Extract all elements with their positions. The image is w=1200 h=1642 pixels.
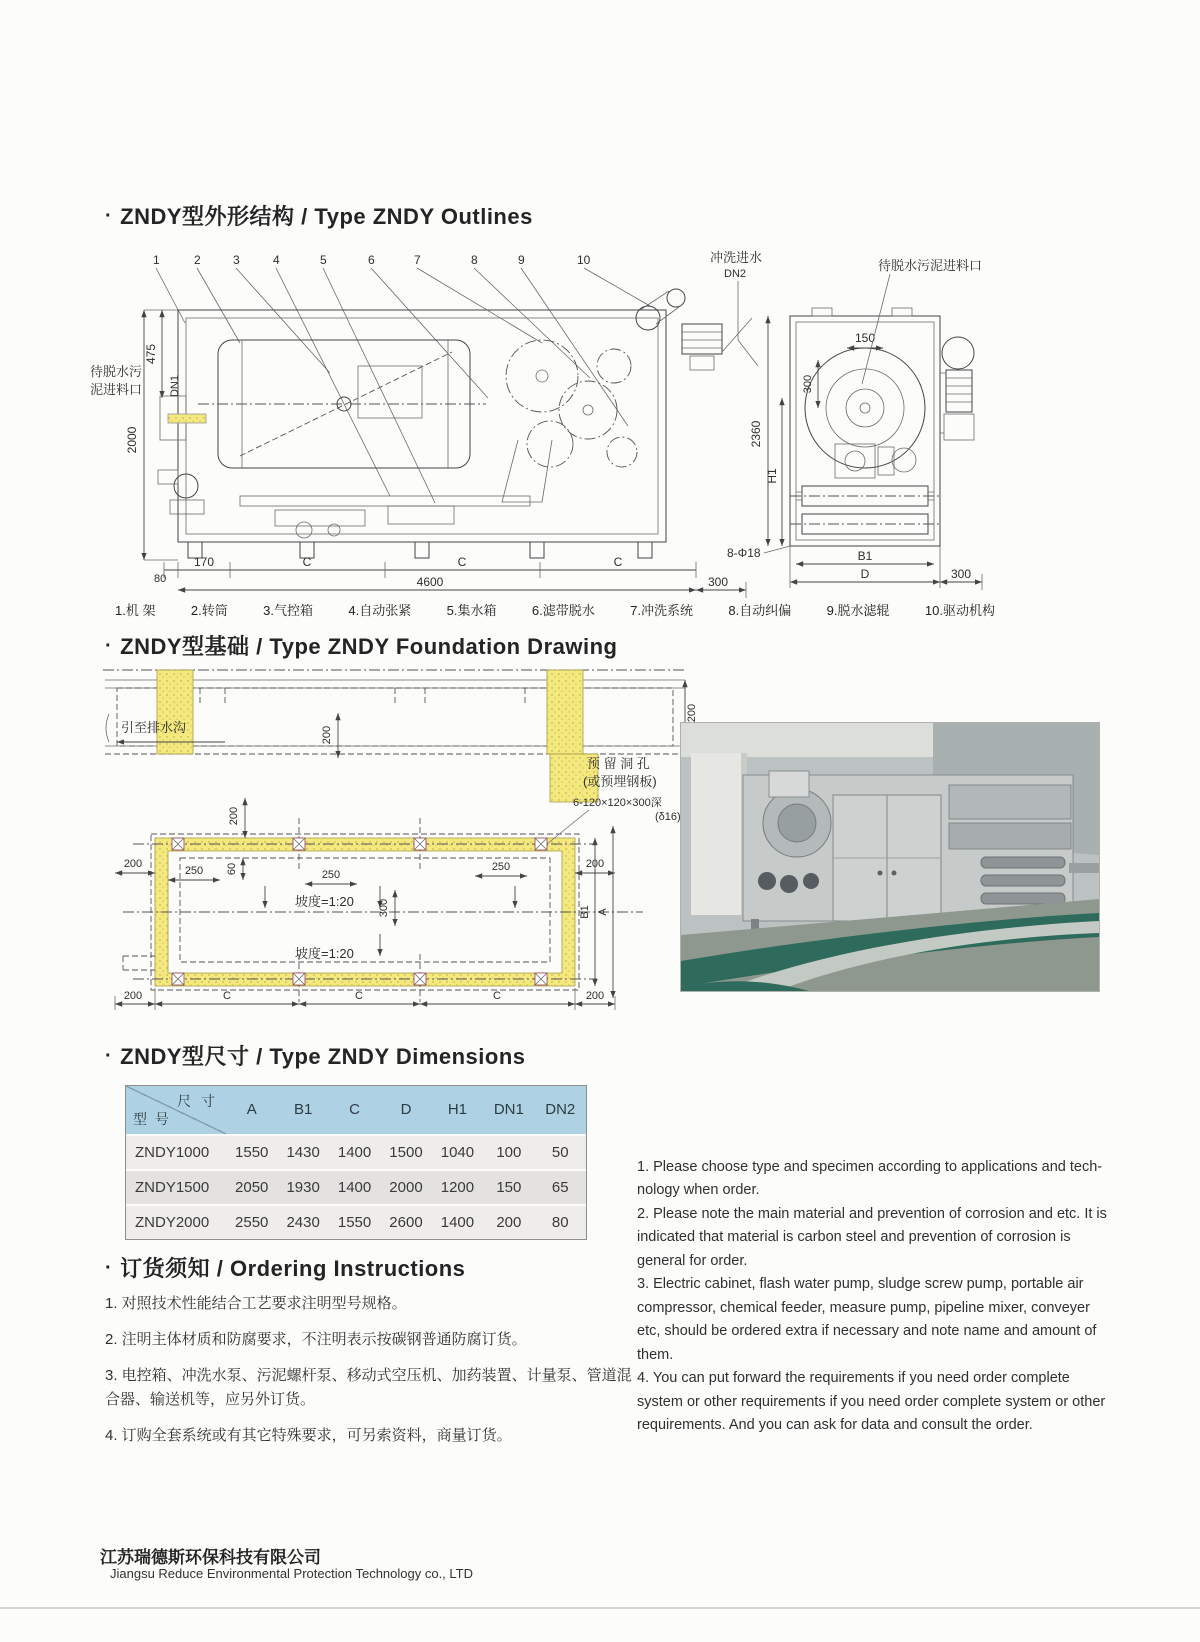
- dim-m250: 250: [321, 869, 341, 881]
- callout-numbers: [153, 253, 650, 503]
- dim-bc1: C: [223, 990, 231, 1002]
- value-cell: 2050: [235, 1179, 269, 1196]
- col-header-b1: B1: [293, 1101, 313, 1118]
- col-header-c: C: [349, 1101, 360, 1118]
- value-cell: 1550: [235, 1144, 269, 1161]
- hole-spec-2: (δ16): [655, 811, 681, 823]
- value-cell: 2430: [286, 1214, 320, 1231]
- value-cell: 2000: [389, 1179, 423, 1196]
- flush-water-label: 冲洗进水: [710, 250, 763, 265]
- part-label: 10.驱动机构: [924, 603, 995, 618]
- part-label: 4.自动张紧: [348, 603, 412, 618]
- section-title-outlines: [105, 200, 533, 231]
- inlet-right-label: 待脱水污泥进料口: [878, 258, 983, 273]
- dim-80: 80: [154, 573, 167, 585]
- ordering-en-item: 2. Please note the main material and prevention of corrosion and etc. It is indicated that material is carbon steel and prevention of corrosion is general for order.: [637, 1205, 1107, 1269]
- value-cell: 150: [496, 1179, 522, 1196]
- section-title-dimensions-text: ZNDY型尺寸 / Type ZNDY Dimensions: [120, 1044, 526, 1069]
- col-header-d: D: [400, 1101, 412, 1118]
- callout-2: 2: [194, 253, 201, 267]
- dim-2000: 2000: [125, 426, 139, 454]
- part-label: 8.自动纠偏: [728, 603, 792, 618]
- machine-photo: [680, 722, 1100, 992]
- left-view: [158, 289, 752, 558]
- slope-label-2: 坡度=1:20: [295, 946, 354, 961]
- dim-a: A: [597, 908, 609, 916]
- dim-300: 300: [707, 575, 729, 589]
- section-title-ordering: [105, 1252, 465, 1283]
- bullet-icon: ·: [105, 205, 113, 227]
- inlet-highlight: [168, 414, 206, 423]
- dim-h1: H1: [765, 468, 779, 484]
- dim-bot200l: 200: [123, 990, 143, 1002]
- value-cell: 1430: [286, 1144, 320, 1161]
- ordering-cn-item: 1. 对照技术性能结合工艺要求注明型号规格。: [105, 1295, 407, 1312]
- company-name-cn: 江苏瑞德斯环保科技有限公司: [100, 1548, 321, 1567]
- value-cell: 50: [551, 1144, 569, 1161]
- dim-60: 60: [226, 862, 238, 876]
- right-view-dimensions: [707, 250, 983, 590]
- callout-6: 6: [368, 253, 375, 267]
- part-label: 2.转筒: [190, 603, 228, 618]
- value-cell: 80: [551, 1214, 569, 1231]
- part-label: 3.气控箱: [263, 603, 313, 618]
- callout-9: 9: [518, 253, 525, 267]
- section-title-foundation-text: ZNDY型基础 / Type ZNDY Foundation Drawing: [120, 634, 618, 659]
- value-cell: 1040: [440, 1144, 475, 1161]
- dim-s200b: 200: [321, 725, 333, 745]
- part-label: 5.集水箱: [446, 603, 497, 618]
- right-view: [790, 308, 974, 546]
- dim-300-right: 300: [802, 374, 814, 394]
- ordering-en-item: 3. Electric cabinet, flash water pump, sludge screw pump, portable air compressor, chemical feeder, measure pump, pipeline mixer, conveyer etc, should be ordered extra if necessary and note name and amount of them.: [637, 1276, 1097, 1363]
- part-label: 7.冲洗系统: [630, 603, 693, 618]
- callout-8: 8: [471, 253, 478, 267]
- col-header-h1: H1: [447, 1101, 468, 1118]
- dim-m300: 300: [378, 898, 390, 918]
- dim-d: D: [860, 567, 870, 581]
- table-row: [126, 1204, 586, 1239]
- hole-label-1: 预 留 洞 孔: [587, 756, 650, 771]
- section-title-ordering-text: 订货须知 / Ordering Instructions: [120, 1256, 466, 1281]
- model-cell: ZNDY1500: [135, 1179, 210, 1196]
- value-cell: 1550: [337, 1214, 372, 1231]
- bullet-icon: ·: [105, 1257, 113, 1279]
- dim-4600: 4600: [416, 575, 444, 589]
- ordering-cn-item: 3. 电控箱、冲洗水泵、污泥螺杆泵、移动式空压机、加药装置、计量泵、管道混合器、输送机等，应另外订货。: [105, 1366, 632, 1409]
- value-cell: 2600: [389, 1214, 423, 1231]
- table-row: [126, 1134, 586, 1169]
- slope-label-1: 坡度=1:20: [295, 894, 354, 909]
- value-cell: 1400: [337, 1179, 372, 1196]
- inlet-label-line1: 待脱水污: [90, 364, 143, 379]
- dim-dn1: DN1: [169, 374, 181, 398]
- part-label: 9.脱水滤辊: [826, 603, 890, 618]
- dim-bc2: C: [355, 990, 363, 1002]
- value-cell: 1500: [389, 1144, 423, 1161]
- callout-3: 3: [233, 253, 240, 267]
- value-cell: 1200: [440, 1179, 475, 1196]
- dim-150: 150: [854, 331, 876, 345]
- dim-b1: B1: [579, 905, 591, 919]
- parts-list: [115, 600, 995, 619]
- table-header-row: [126, 1086, 586, 1134]
- section-title-foundation: [105, 630, 617, 661]
- page-bottom-rule: [0, 1607, 1200, 1609]
- callout-4: 4: [273, 253, 280, 267]
- foundation-drawing: [95, 658, 715, 1026]
- dim-c1: C: [302, 555, 312, 569]
- dim-bot200r: 200: [585, 990, 605, 1002]
- value-cell: 65: [551, 1179, 569, 1196]
- dim-l250: 250: [184, 865, 204, 877]
- dim-170: 170: [193, 555, 215, 569]
- table-row: [126, 1169, 586, 1204]
- col-header-dn1: DN1: [493, 1101, 524, 1118]
- corner-label-size: 尺 寸: [177, 1093, 218, 1109]
- value-cell: 2550: [235, 1214, 269, 1231]
- value-cell: 1930: [286, 1179, 320, 1196]
- bullet-icon: ·: [105, 1045, 113, 1067]
- part-label: 6.滤带脱水: [531, 603, 595, 618]
- dim-holes: 8-Φ18: [727, 546, 761, 560]
- dim-b1: B1: [857, 549, 873, 563]
- dim-475: 475: [144, 343, 158, 365]
- dim-right200: 200: [585, 858, 605, 870]
- dim-c3: C: [613, 555, 623, 569]
- col-header-dn2: DN2: [545, 1101, 576, 1118]
- callout-7: 7: [414, 253, 421, 267]
- callout-1: 1: [153, 253, 160, 267]
- section-title-dimensions: [105, 1040, 526, 1071]
- outline-drawing: [90, 248, 1010, 600]
- model-cell: ZNDY2000: [135, 1214, 210, 1231]
- drain-label: 引至排水沟: [121, 720, 187, 735]
- dim-c2: C: [457, 555, 467, 569]
- bullet-icon: ·: [105, 635, 113, 657]
- dim-p200top: 200: [228, 806, 240, 826]
- ordering-cn-item: 4. 订购全套系统或有其它特殊要求，可另索资料，商量订货。: [105, 1427, 512, 1444]
- part-label: 1.机 架: [115, 603, 156, 618]
- ordering-en-item: 4. You can put forward the requirements if you need order complete system or other requirements if you need order complete system or other requirements. And you can ask for data and consult the order.: [637, 1370, 1106, 1434]
- col-header-a: A: [246, 1101, 257, 1118]
- dim-bc3: C: [493, 990, 501, 1002]
- value-cell: 100: [496, 1144, 522, 1161]
- inlet-label-line2: 泥进料口: [90, 382, 143, 397]
- value-cell: 200: [496, 1214, 522, 1231]
- value-cell: 1400: [440, 1214, 475, 1231]
- ordering-instructions-en: [637, 1156, 1109, 1438]
- dim-left200: 200: [123, 858, 143, 870]
- value-cell: 1400: [337, 1144, 372, 1161]
- callout-5: 5: [320, 253, 327, 267]
- ordering-cn-item: 2. 注明主体材质和防腐要求，不注明表示按碳钢普通防腐订货。: [105, 1330, 527, 1348]
- dim-s200a: 200: [686, 703, 698, 723]
- dim-300b: 300: [950, 567, 972, 581]
- hole-label-2: (或预埋钢板): [583, 774, 657, 789]
- model-cell: ZNDY1000: [135, 1144, 210, 1161]
- ordering-instructions-cn: [105, 1292, 645, 1460]
- ordering-en-item: 1. Please choose type and specimen according to applications and tech-nology when order.: [637, 1159, 1103, 1199]
- section-title-outlines-text: ZNDY型外形结构 / Type ZNDY Outlines: [120, 204, 533, 229]
- company-name-en: Jiangsu Reduce Environmental Protection Technology co., LTD: [110, 1566, 473, 1581]
- hole-spec: 6-120×120×300深: [573, 797, 662, 809]
- dim-2360: 2360: [749, 420, 763, 448]
- flush-water-dn2: DN2: [724, 268, 747, 280]
- table-corner-cell: [126, 1086, 226, 1134]
- dimensions-table: [125, 1085, 587, 1240]
- callout-10: 10: [577, 253, 591, 267]
- dim-r250: 250: [491, 861, 511, 873]
- corner-label-model: 型 号: [133, 1111, 171, 1127]
